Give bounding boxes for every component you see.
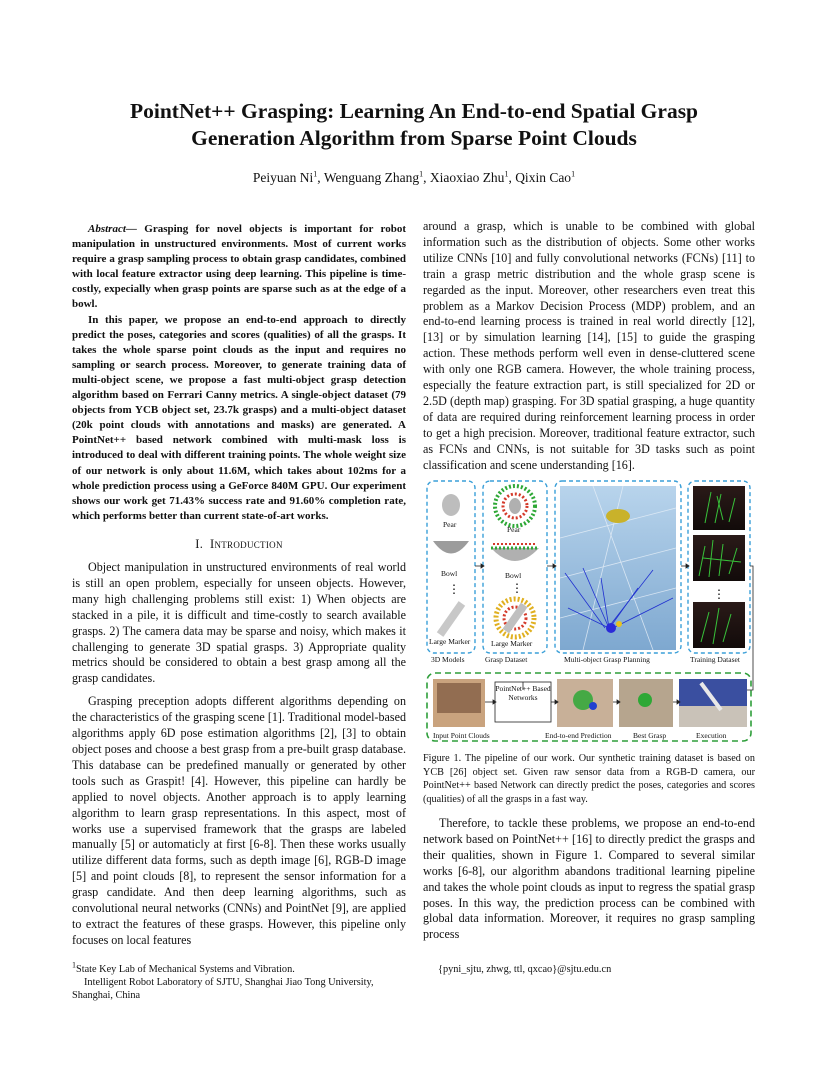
bowl-model <box>433 541 469 554</box>
footnote-lab: State Key Lab of Mechanical Systems and Vibration. <box>76 964 295 975</box>
footnote-line-2: Intelligent Robot Laboratory of SJTU, Shanghai Jiao Tong University, Shanghai, China <box>72 977 374 1002</box>
marker-model <box>437 601 465 637</box>
section-title: Introduction <box>209 537 283 551</box>
author-affil: 1 <box>419 169 424 179</box>
label-network: PointNet++ Based Networks <box>495 684 551 702</box>
footnote-affiliation <box>72 960 406 1003</box>
label-bowl-1: Bowl <box>441 569 458 578</box>
label-execution: Execution <box>696 731 727 740</box>
label-marker-2: Large Marker <box>491 639 533 648</box>
execution-table <box>679 706 747 727</box>
best-grasp-marker <box>638 693 652 707</box>
marker-grasps <box>496 599 534 637</box>
author: Peiyuan Ni <box>252 170 314 185</box>
ellipsis-icon: ⋮ <box>448 582 460 596</box>
label-input-point-clouds: Input Point Clouds <box>433 731 490 740</box>
scene-object-top <box>606 509 630 523</box>
label-bowl-2: Bowl <box>505 571 522 580</box>
right-column-bottom <box>423 816 755 943</box>
title-line-2: Generation Algorithm from Sparse Point Clouds <box>191 126 637 150</box>
footnote-marker: 1 <box>72 960 76 970</box>
abstract-label: Abstract— <box>88 223 137 235</box>
author-affil: 1 <box>313 169 318 179</box>
label-pear-1: Pear <box>443 520 457 529</box>
author-list: Peiyuan Ni$^1$, Wenguang Zhang$^1$, Xiaoxiao Zhu$^1$, Qixin Cao$^1$ <box>252 169 576 185</box>
ellipsis-icon: ⋮ <box>713 587 725 601</box>
pear-model <box>442 494 460 516</box>
right-column-top <box>423 219 755 474</box>
abstract <box>72 222 406 524</box>
author: Wenguang Zhang <box>323 170 420 185</box>
author: Xiaoxiao Zhu <box>429 170 505 185</box>
label-3d-models: 3D Models <box>431 655 465 664</box>
intro-paragraph-1: Object manipulation in unstructured environments of real world is still an open problem, especially for unseen objects. However, many high challenging problems still exist: 1) When objects are stacked in a pile, it is difficult and time-costly to search available grasps. 2) The camera data may be sparse and noisy, which makes it challenging to generate 3D spatial grasps. 3) Appropriate quality metrics should be considered to obtain a best grasp among all the grasp candidates. <box>72 560 406 686</box>
author: Qixin Cao <box>515 170 572 185</box>
abstract-paragraph-2: In this paper, we propose an end-to-end approach to directly predict the poses, categories and scores (qualities) of all the grasps. It takes the whole sparse point clouds as the input and requires no sampling or search process. Moreover, to generate training data of multi-object scene, we propose a fast multi-object grasp detection algorithm based on Ferrari Canny metrics. A single-object dataset (79 objects from YCB object set, 23.7k grasps) and a multi-object dataset (20k point clouds with annotations and masks) are generated. A PointNet++ based network combined with multi-mask loss is introduced to deal with different training points. The whole weight size of our network is only about 11.6M, which takes about 102ms for a whole prediction process using a GeForce 840M GPU. Our experiment shows our work get 71.43% success rate and 91.60% completion rate, which performs better than current state-of-art works. <box>72 313 406 522</box>
label-pear-2: Pear <box>507 525 521 534</box>
title-line-1: PointNet++ Grasping: Learning An End-to-end Spatial Grasp <box>129 99 699 123</box>
figure-1 <box>423 478 755 746</box>
scene-object <box>606 623 616 633</box>
label-training-dataset: Training Dataset <box>690 655 740 664</box>
intro-paragraph-2: Grasping preception adopts different algorithms depending on the characteristics of the grasping scene [1]. Traditional model-based algorithms apply 6D pose estimation algorithms [2], [3] to obtain object poses and choose a best grasp from a pre-built grasp database. This database can be predefined manually or generated by other tools such as Graspit! [4]. However, this pipeline can hardly be applied to novel objects. Another approach is to apply learning algorithm to learn grasp representations. In this aspect, most of works use a supervised framework that the grasps are labeled manually [5] or automaticly at first [6-8]. Then these works usually utilize different data forms, such as depth image [6], RGB-D image [5] and point clouds [8], to represent the sensor information for a grasp candidate. And then deep learning algorithms, such as convolutional neural networks (CNNs) and PointNet [9], are applied to extract the features of these grasps. However, this pipeline only focuses on local features <box>72 694 406 947</box>
ellipsis-icon: ⋮ <box>511 581 523 595</box>
section-number: I. <box>195 537 204 551</box>
label-grasp-dataset: Grasp Dataset <box>485 655 528 664</box>
label-marker-1: Large Marker <box>429 637 471 646</box>
footnote-line-1 <box>72 960 406 976</box>
abstract-paragraph-1 <box>72 222 406 313</box>
author-affil: 1 <box>504 169 509 179</box>
label-end-to-end: End-to-end Prediction <box>545 731 612 740</box>
pear-grasps <box>495 486 535 526</box>
input-scene-shadow <box>437 683 481 713</box>
introduction <box>72 560 406 949</box>
author-affil: 1 <box>571 169 576 179</box>
pipeline-diagram <box>423 478 755 746</box>
training-sample-1 <box>693 486 745 530</box>
right-paragraph-1: around a grasp, which is unable to be combined with global information such as the distribution of objects. Some other works utilize CNNs [10] and fully convolutional networks (FCNs) [11] to train a grasp metric distribution and the whole grasp scene is regarded as the input. Moreover, other researchers even treat this problem as a Markov Decision Process (MDP) problem, and an end-to-end learning process is trained in real world directly [12], [13] or by simulation learning [14], [15] to guide the grasping action. These methods perform well even in dense-cluttered scene with only one RGB camera. However, the whole training process, especially the feature extraction part, is still specialized for 2D or 2.5D (depth map) grasping. For 3D spatial grasping, a huge quantity of data are required during reinforcement learning process in order to get a high precision. Moreover, traditional feature extractor, such as FCNs and CNNs, is not suitable for 3D tasks such as point classification and scene understanding [16]. <box>423 219 755 472</box>
bowl-grasps <box>491 544 539 561</box>
abstract-text-1: Grasping for novel objects is important for robot manipulation in unstructured environments. Most of current works require a grasp sampling process to obtain grasp candidates, combined with local feature extractor using deep learning. This pipeline is time-costly, expecially when grasp points are sparse such as at the edge of a bowl. <box>72 223 406 311</box>
section-heading <box>72 537 406 552</box>
scene-object <box>616 621 622 627</box>
right-paragraph-2: Therefore, to tackle these problems, we propose an end-to-end network based on PointNet++ [16] to directly predict the grasps and their qualities, shown in Figure 1. Compared to several similar works [6-8], our algorithm abandons traditional learning pipeline and takes the whole point clouds as input to regress the spatial grasp poses. In this way, the prediction process can be combined with global data information. Moreover, it requires no grasp sampling process <box>423 816 755 942</box>
footnote-email: {pyni_sjtu, zhwg, ttl, qxcao}@sjtu.edu.cn <box>438 964 612 975</box>
figure-caption: Figure 1. The pipeline of our work. Our synthetic training dataset is based on YCB [26] object set. Given raw sensor data from a RGB-D camera, our PointNet++ based Network can directly predict the poses, categories and scores (qualities) of all the grasps in a fast way. <box>423 753 755 805</box>
label-multi-object: Multi-object Grasp Planning <box>564 655 650 664</box>
predicted-grasps <box>589 702 597 710</box>
paper-title <box>0 98 828 152</box>
label-best-grasp: Best Grasp <box>633 731 667 740</box>
